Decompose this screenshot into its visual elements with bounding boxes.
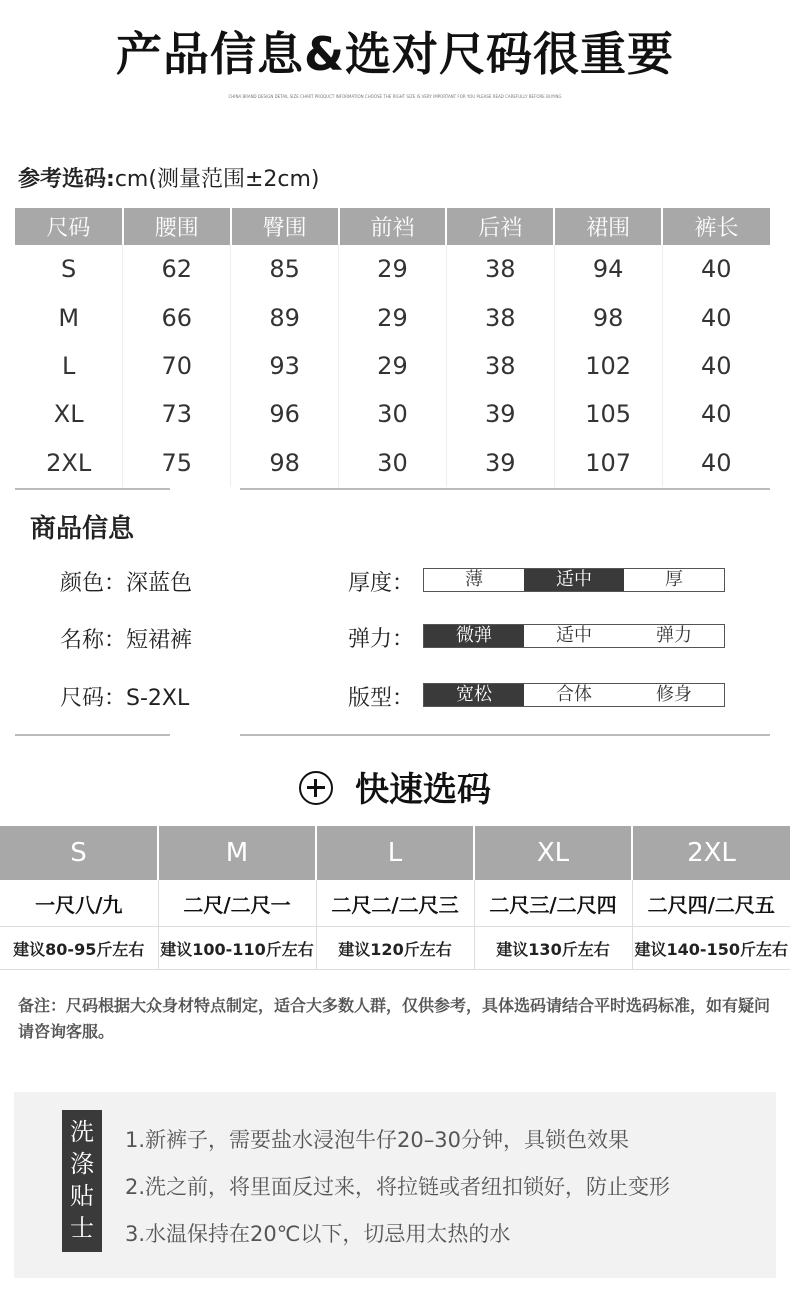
quick-select-heading	[0, 762, 790, 811]
page-subtitle: CHINA BRAND DESIGN DETAIL SIZE CHART PRODUCT INFORMATION CHOOSE THE RIGHT SIZE IS VERY IMPORTANT FOR YOU PLEASE READ CAREFULLY BEFORE BUYING	[228, 94, 562, 99]
product-info-title: 商品信息	[30, 514, 135, 544]
quick-size-header: 2XL	[632, 826, 790, 880]
table-cell: S	[15, 245, 123, 293]
waist-cell: 一尺八/九	[0, 880, 158, 927]
care-item: 3.水温保持在20℃以下，切忌用太热的水	[125, 1222, 511, 1246]
table-cell: XL	[15, 390, 123, 438]
table-cell: 85	[231, 245, 339, 293]
size-reference-note: cm(测量范围±2cm)	[114, 167, 320, 192]
table-cell: 29	[339, 342, 447, 390]
circle-plus-icon	[299, 771, 333, 805]
weight-cell: 建议120斤左右	[316, 927, 474, 970]
table-cell: 38	[446, 293, 554, 341]
table-cell: 98	[231, 439, 339, 487]
quick-size-header: L	[316, 826, 474, 880]
thickness-option: 薄	[465, 569, 483, 590]
page-title: 产品信息&选对尺码很重要	[115, 27, 675, 81]
thickness-scale	[423, 568, 725, 592]
weight-row	[0, 927, 790, 970]
quick-select-table	[0, 826, 790, 970]
waist-row	[0, 880, 790, 927]
size-col-header: 裤长	[662, 208, 770, 245]
quick-size-header: M	[158, 826, 316, 880]
size-reference-label: 参考选码	[18, 167, 107, 192]
table-cell: 105	[554, 390, 662, 438]
product-size-range: 尺码：S-2XL	[60, 686, 190, 711]
size-col-header: 裙围	[554, 208, 662, 245]
elasticity-label: 弹力：	[348, 627, 415, 652]
table-cell: 94	[554, 245, 662, 293]
weight-cell: 建议100-110斤左右	[158, 927, 316, 970]
table-cell: 102	[554, 342, 662, 390]
table-cell: 89	[231, 293, 339, 341]
size-table-header	[15, 208, 770, 245]
elasticity-scale	[423, 624, 725, 648]
fit-option-selected: 宽松	[424, 684, 524, 706]
elasticity-option: 弹力	[656, 625, 692, 646]
waist-cell: 二尺四/二尺五	[632, 880, 790, 927]
size-reference-sep: :	[106, 167, 115, 192]
size-reference	[18, 162, 319, 193]
table-cell: 98	[554, 293, 662, 341]
fit-scale	[423, 683, 725, 707]
weight-cell: 建议130斤左右	[474, 927, 632, 970]
table-cell: 40	[701, 448, 732, 477]
table-cell: 29	[339, 245, 447, 293]
elasticity-option-selected: 微弹	[424, 625, 524, 647]
thickness-option: 厚	[665, 569, 683, 590]
table-cell: 38	[446, 342, 554, 390]
table-row	[15, 293, 770, 341]
waist-cell: 二尺/二尺一	[158, 880, 316, 927]
table-cell: 40	[701, 303, 732, 332]
weight-cell: 建议140-150斤左右	[632, 927, 790, 970]
care-item: 2.洗之前，将里面反过来，将拉链或者纽扣锁好，防止变形	[125, 1175, 671, 1199]
size-col-header: 前裆	[339, 208, 447, 245]
fit-option: 修身	[656, 684, 692, 705]
elasticity-option: 适中	[556, 625, 592, 646]
fit-option: 合体	[556, 684, 592, 705]
thickness-option-selected: 适中	[524, 569, 624, 591]
table-row	[15, 439, 770, 487]
table-cell: 40	[701, 351, 732, 380]
thickness-label: 厚度：	[348, 571, 415, 596]
size-col-header: 腰围	[123, 208, 231, 245]
product-name: 名称：短裙裤	[60, 628, 193, 653]
table-cell: 29	[339, 293, 447, 341]
table-cell: 70	[123, 342, 231, 390]
divider	[15, 734, 170, 736]
table-cell: 73	[123, 390, 231, 438]
table-cell: M	[15, 293, 123, 341]
table-cell: L	[15, 342, 123, 390]
divider	[240, 734, 770, 736]
product-color: 颜色：深蓝色	[60, 571, 193, 596]
quick-size-header: S	[0, 826, 158, 880]
table-cell: 30	[339, 439, 447, 487]
size-note: 备注：尺码根据大众身材特点制定，适合大多数人群，仅供参考，具体选码请结合平时选码标准，如有疑问请咨询客服。	[18, 996, 771, 1041]
table-cell: 38	[446, 245, 554, 293]
table-cell: 75	[123, 439, 231, 487]
care-label: 洗 涤 贴 士	[62, 1110, 102, 1252]
fit-label: 版型：	[348, 686, 415, 711]
table-cell: 2XL	[15, 439, 123, 487]
table-cell: 39	[446, 439, 554, 487]
weight-cell: 建议80-95斤左右	[0, 927, 158, 970]
table-cell: 96	[231, 390, 339, 438]
divider	[15, 488, 170, 490]
size-col-header: 臀围	[231, 208, 339, 245]
waist-cell: 二尺三/二尺四	[474, 880, 632, 927]
size-col-header: 后裆	[446, 208, 554, 245]
care-item: 1.新裤子，需要盐水浸泡牛仔20–30分钟，具锁色效果	[125, 1128, 629, 1152]
size-col-header: 尺码	[15, 208, 123, 245]
table-cell: 40	[701, 400, 732, 429]
table-cell: 93	[231, 342, 339, 390]
table-cell: 62	[123, 245, 231, 293]
table-cell: 40	[701, 255, 732, 284]
quick-select-title: 快速选码	[355, 770, 491, 810]
table-cell: 66	[123, 293, 231, 341]
waist-cell: 二尺二/二尺三	[316, 880, 474, 927]
table-row	[15, 342, 770, 390]
table-cell: 30	[339, 390, 447, 438]
table-row	[15, 245, 770, 293]
table-cell: 39	[446, 390, 554, 438]
size-table	[15, 208, 770, 487]
quick-size-header: XL	[474, 826, 632, 880]
table-row	[15, 390, 770, 438]
divider	[240, 488, 770, 490]
table-cell: 107	[554, 439, 662, 487]
quick-select-header	[0, 826, 790, 880]
